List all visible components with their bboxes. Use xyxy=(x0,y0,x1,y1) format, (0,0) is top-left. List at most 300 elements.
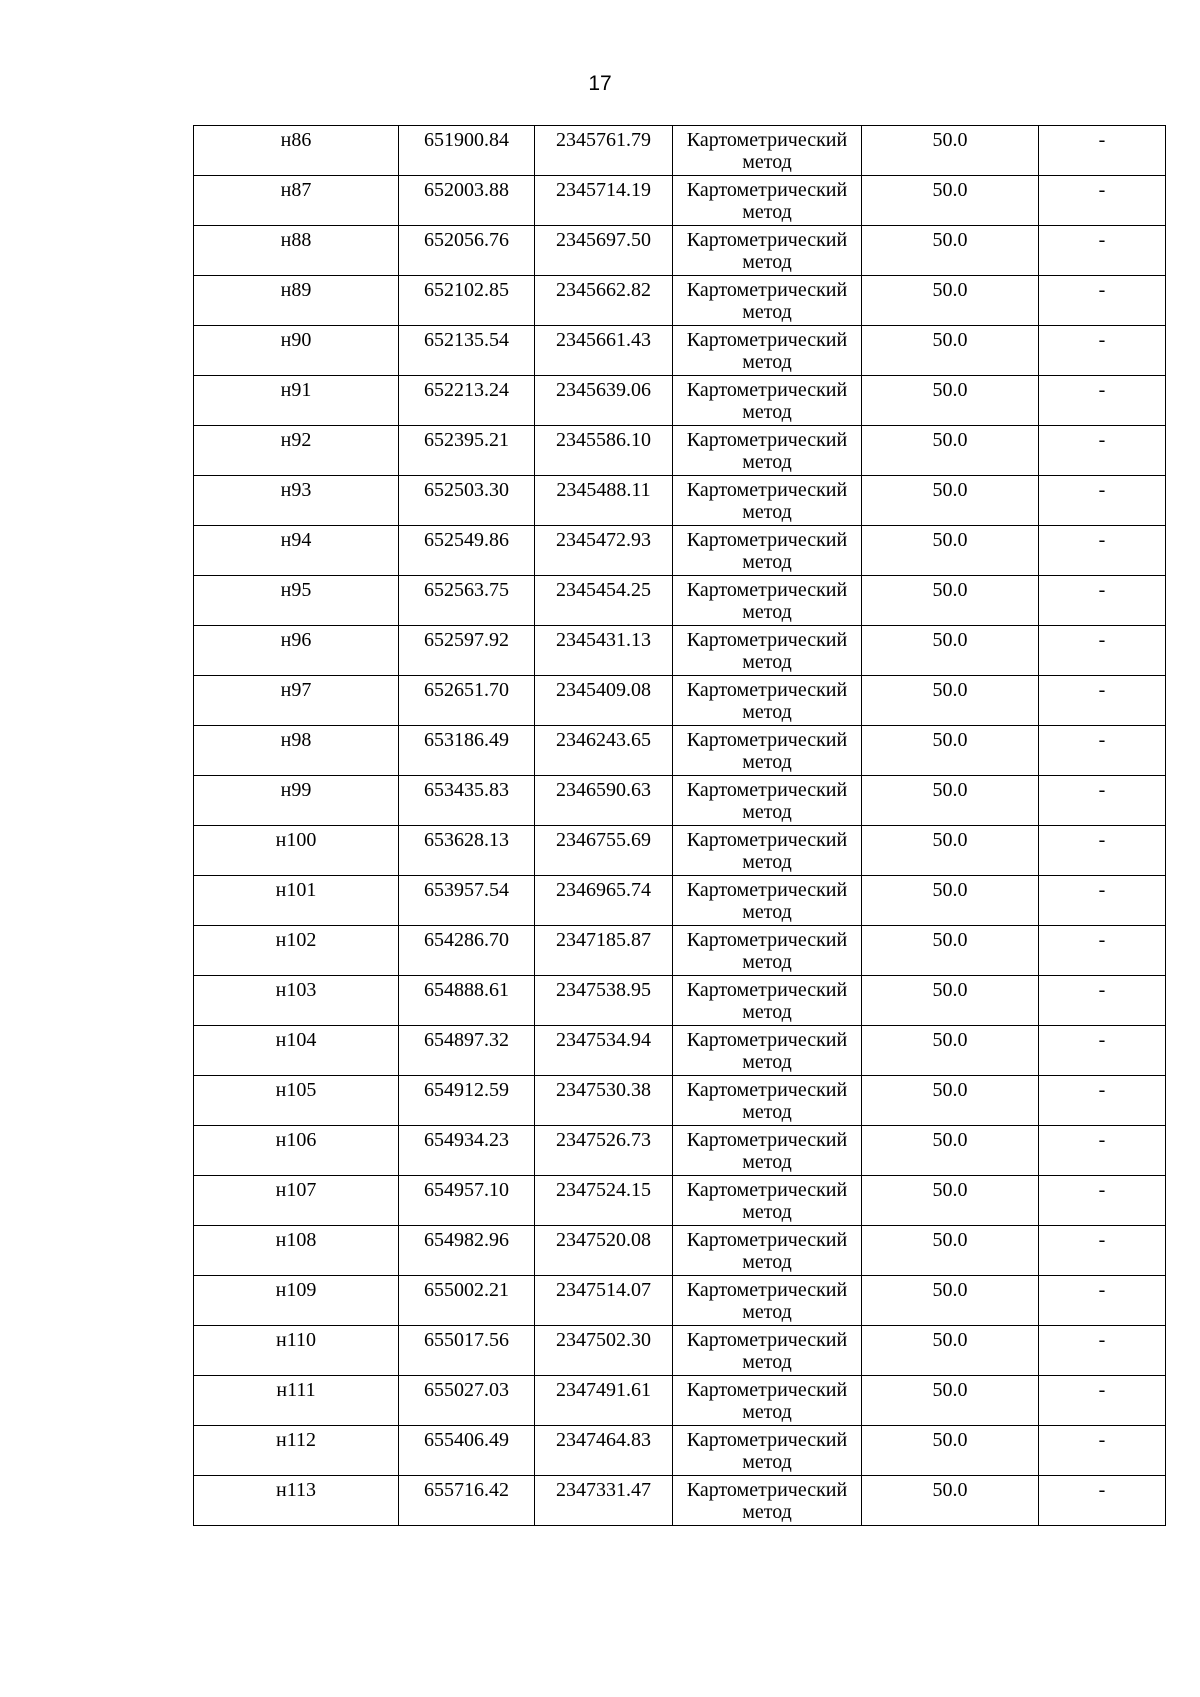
x-coordinate-cell xyxy=(399,1126,535,1176)
x-coordinate-cell-text: 652597.92 xyxy=(424,629,509,651)
method-cell xyxy=(673,476,862,526)
method-line-2: метод xyxy=(742,1101,792,1123)
accuracy-cell xyxy=(862,1176,1039,1226)
point-name-cell-text: н96 xyxy=(280,629,312,651)
x-coordinate-cell xyxy=(399,1176,535,1226)
accuracy-cell-text: 50.0 xyxy=(932,1129,968,1151)
point-name-cell xyxy=(194,176,399,226)
accuracy-cell-text: 50.0 xyxy=(932,429,968,451)
description-cell xyxy=(1039,1426,1166,1476)
x-coordinate-cell-text: 653186.49 xyxy=(424,729,509,751)
description-cell-text: - xyxy=(1098,929,1106,951)
y-coordinate-cell xyxy=(535,676,673,726)
point-name-cell xyxy=(194,876,399,926)
description-cell-text: - xyxy=(1098,679,1106,701)
method-line-2: метод xyxy=(742,1251,792,1273)
description-cell xyxy=(1039,176,1166,226)
x-coordinate-cell-text: 653957.54 xyxy=(424,879,509,901)
y-coordinate-cell xyxy=(535,876,673,926)
x-coordinate-cell-text: 652503.30 xyxy=(424,479,509,501)
method-cell xyxy=(673,276,862,326)
point-name-cell xyxy=(194,126,399,176)
accuracy-cell-text: 50.0 xyxy=(932,379,968,401)
x-coordinate-cell xyxy=(399,926,535,976)
table-row xyxy=(194,176,1166,226)
description-cell-text: - xyxy=(1098,1229,1106,1251)
table-row xyxy=(194,1026,1166,1076)
accuracy-cell xyxy=(862,1326,1039,1376)
x-coordinate-cell xyxy=(399,1276,535,1326)
description-cell-text: - xyxy=(1098,579,1106,601)
method-line-2: метод xyxy=(742,551,792,573)
table-row xyxy=(194,1276,1166,1326)
point-name-cell xyxy=(194,526,399,576)
method-cell xyxy=(673,1076,862,1126)
x-coordinate-cell-text: 652651.70 xyxy=(424,679,509,701)
point-name-cell-text: н107 xyxy=(275,1179,317,1201)
description-cell-text: - xyxy=(1098,1279,1106,1301)
description-cell xyxy=(1039,1476,1166,1526)
y-coordinate-cell-text: 2347538.95 xyxy=(556,979,651,1001)
accuracy-cell-text: 50.0 xyxy=(932,679,968,701)
method-line-1: Картометрический xyxy=(686,1029,848,1051)
point-name-cell xyxy=(194,776,399,826)
method-cell xyxy=(673,426,862,476)
description-cell-text: - xyxy=(1098,829,1106,851)
table-row xyxy=(194,976,1166,1026)
point-name-cell-text: н108 xyxy=(275,1229,317,1251)
method-cell xyxy=(673,376,862,426)
method-cell xyxy=(673,326,862,376)
method-line-1: Картометрический xyxy=(686,729,848,751)
accuracy-cell-text: 50.0 xyxy=(932,729,968,751)
method-line-2: метод xyxy=(742,1151,792,1173)
accuracy-cell xyxy=(862,776,1039,826)
method-cell xyxy=(673,1226,862,1276)
method-line-1: Картометрический xyxy=(686,929,848,951)
description-cell-text: - xyxy=(1098,129,1106,151)
table-row xyxy=(194,226,1166,276)
x-coordinate-cell-text: 652056.76 xyxy=(424,229,509,251)
table-row xyxy=(194,326,1166,376)
method-line-1: Картометрический xyxy=(686,679,848,701)
point-name-cell xyxy=(194,626,399,676)
description-cell xyxy=(1039,376,1166,426)
point-name-cell-text: н103 xyxy=(275,979,317,1001)
point-name-cell xyxy=(194,1376,399,1426)
x-coordinate-cell xyxy=(399,776,535,826)
description-cell-text: - xyxy=(1098,629,1106,651)
point-name-cell xyxy=(194,676,399,726)
point-name-cell xyxy=(194,326,399,376)
x-coordinate-cell xyxy=(399,176,535,226)
accuracy-cell xyxy=(862,876,1039,926)
y-coordinate-cell xyxy=(535,126,673,176)
description-cell xyxy=(1039,226,1166,276)
x-coordinate-cell-text: 655027.03 xyxy=(424,1379,509,1401)
method-line-2: метод xyxy=(742,401,792,423)
accuracy-cell-text: 50.0 xyxy=(932,879,968,901)
x-coordinate-cell xyxy=(399,676,535,726)
x-coordinate-cell xyxy=(399,326,535,376)
point-name-cell-text: н104 xyxy=(275,1029,317,1051)
accuracy-cell xyxy=(862,926,1039,976)
accuracy-cell-text: 50.0 xyxy=(932,479,968,501)
description-cell xyxy=(1039,1276,1166,1326)
table-row xyxy=(194,1326,1166,1376)
x-coordinate-cell-text: 652102.85 xyxy=(424,279,509,301)
method-cell xyxy=(673,126,862,176)
accuracy-cell xyxy=(862,676,1039,726)
accuracy-cell xyxy=(862,226,1039,276)
description-cell-text: - xyxy=(1098,1379,1106,1401)
description-cell xyxy=(1039,1076,1166,1126)
accuracy-cell-text: 50.0 xyxy=(932,629,968,651)
x-coordinate-cell xyxy=(399,626,535,676)
x-coordinate-cell xyxy=(399,376,535,426)
point-name-cell xyxy=(194,1226,399,1276)
method-line-1: Картометрический xyxy=(686,279,848,301)
method-line-1: Картометрический xyxy=(686,879,848,901)
method-line-1: Картометрический xyxy=(686,229,848,251)
description-cell xyxy=(1039,1376,1166,1426)
accuracy-cell xyxy=(862,526,1039,576)
point-name-cell xyxy=(194,576,399,626)
y-coordinate-cell-text: 2346590.63 xyxy=(556,779,651,801)
x-coordinate-cell xyxy=(399,1326,535,1376)
point-name-cell xyxy=(194,1076,399,1126)
y-coordinate-cell xyxy=(535,526,673,576)
description-cell-text: - xyxy=(1098,379,1106,401)
method-line-2: метод xyxy=(742,251,792,273)
point-name-cell-text: н110 xyxy=(276,1329,316,1351)
x-coordinate-cell xyxy=(399,526,535,576)
method-line-2: метод xyxy=(742,1401,792,1423)
description-cell-text: - xyxy=(1098,1129,1106,1151)
method-line-2: метод xyxy=(742,1351,792,1373)
table-row xyxy=(194,126,1166,176)
y-coordinate-cell xyxy=(535,1426,673,1476)
x-coordinate-cell xyxy=(399,226,535,276)
method-line-1: Картометрический xyxy=(686,1229,848,1251)
accuracy-cell-text: 50.0 xyxy=(932,779,968,801)
method-cell xyxy=(673,1326,862,1376)
x-coordinate-cell-text: 654982.96 xyxy=(424,1229,509,1251)
method-line-2: метод xyxy=(742,1051,792,1073)
table-row xyxy=(194,426,1166,476)
method-line-2: метод xyxy=(742,501,792,523)
coordinates-table xyxy=(193,125,1166,1526)
description-cell xyxy=(1039,1326,1166,1376)
x-coordinate-cell-text: 653435.83 xyxy=(424,779,509,801)
method-cell xyxy=(673,876,862,926)
method-line-2: метод xyxy=(742,151,792,173)
y-coordinate-cell-text: 2347185.87 xyxy=(556,929,651,951)
y-coordinate-cell-text: 2345586.10 xyxy=(556,429,651,451)
method-cell xyxy=(673,776,862,826)
x-coordinate-cell xyxy=(399,1426,535,1476)
description-cell xyxy=(1039,576,1166,626)
accuracy-cell-text: 50.0 xyxy=(932,1279,968,1301)
x-coordinate-cell xyxy=(399,726,535,776)
x-coordinate-cell-text: 651900.84 xyxy=(424,129,509,151)
x-coordinate-cell xyxy=(399,576,535,626)
method-cell xyxy=(673,1026,862,1076)
description-cell xyxy=(1039,1126,1166,1176)
description-cell xyxy=(1039,426,1166,476)
table-row xyxy=(194,626,1166,676)
point-name-cell-text: н94 xyxy=(280,529,312,551)
description-cell-text: - xyxy=(1098,429,1106,451)
y-coordinate-cell-text: 2345472.93 xyxy=(556,529,651,551)
accuracy-cell-text: 50.0 xyxy=(932,1479,968,1501)
accuracy-cell xyxy=(862,1076,1039,1126)
point-name-cell-text: н100 xyxy=(275,829,317,851)
y-coordinate-cell xyxy=(535,1176,673,1226)
description-cell xyxy=(1039,876,1166,926)
y-coordinate-cell-text: 2347524.15 xyxy=(556,1179,651,1201)
accuracy-cell xyxy=(862,1026,1039,1076)
table-row xyxy=(194,376,1166,426)
table-row xyxy=(194,926,1166,976)
accuracy-cell xyxy=(862,476,1039,526)
accuracy-cell-text: 50.0 xyxy=(932,979,968,1001)
table-row xyxy=(194,476,1166,526)
point-name-cell xyxy=(194,1476,399,1526)
y-coordinate-cell-text: 2347491.61 xyxy=(556,1379,651,1401)
y-coordinate-cell-text: 2347502.30 xyxy=(556,1329,651,1351)
point-name-cell xyxy=(194,476,399,526)
y-coordinate-cell xyxy=(535,1226,673,1276)
y-coordinate-cell-text: 2347464.83 xyxy=(556,1429,651,1451)
method-line-2: метод xyxy=(742,451,792,473)
method-line-2: метод xyxy=(742,301,792,323)
y-coordinate-cell-text: 2347514.07 xyxy=(556,1279,651,1301)
point-name-cell xyxy=(194,976,399,1026)
x-coordinate-cell-text: 655017.56 xyxy=(424,1329,509,1351)
y-coordinate-cell xyxy=(535,276,673,326)
description-cell-text: - xyxy=(1098,779,1106,801)
y-coordinate-cell xyxy=(535,976,673,1026)
accuracy-cell xyxy=(862,1376,1039,1426)
method-line-2: метод xyxy=(742,751,792,773)
x-coordinate-cell xyxy=(399,126,535,176)
y-coordinate-cell-text: 2345661.43 xyxy=(556,329,651,351)
point-name-cell-text: н106 xyxy=(275,1129,317,1151)
method-cell xyxy=(673,926,862,976)
y-coordinate-cell xyxy=(535,376,673,426)
x-coordinate-cell xyxy=(399,1476,535,1526)
method-line-2: метод xyxy=(742,1001,792,1023)
x-coordinate-cell-text: 654957.10 xyxy=(424,1179,509,1201)
accuracy-cell-text: 50.0 xyxy=(932,229,968,251)
description-cell xyxy=(1039,976,1166,1026)
y-coordinate-cell-text: 2346243.65 xyxy=(556,729,651,751)
method-line-1: Картометрический xyxy=(686,129,848,151)
y-coordinate-cell xyxy=(535,1126,673,1176)
page-number: 17 xyxy=(588,72,612,95)
table-row xyxy=(194,876,1166,926)
accuracy-cell xyxy=(862,176,1039,226)
description-cell-text: - xyxy=(1098,1079,1106,1101)
description-cell-text: - xyxy=(1098,1029,1106,1051)
y-coordinate-cell xyxy=(535,926,673,976)
y-coordinate-cell xyxy=(535,1076,673,1126)
method-cell xyxy=(673,676,862,726)
x-coordinate-cell xyxy=(399,276,535,326)
accuracy-cell xyxy=(862,976,1039,1026)
method-cell xyxy=(673,1426,862,1476)
point-name-cell xyxy=(194,1326,399,1376)
accuracy-cell-text: 50.0 xyxy=(932,1079,968,1101)
x-coordinate-cell xyxy=(399,476,535,526)
method-line-1: Картометрический xyxy=(686,529,848,551)
point-name-cell xyxy=(194,1176,399,1226)
description-cell-text: - xyxy=(1098,479,1106,501)
x-coordinate-cell-text: 654888.61 xyxy=(424,979,509,1001)
accuracy-cell xyxy=(862,1476,1039,1526)
accuracy-cell-text: 50.0 xyxy=(932,579,968,601)
accuracy-cell xyxy=(862,1126,1039,1176)
accuracy-cell xyxy=(862,1426,1039,1476)
description-cell xyxy=(1039,476,1166,526)
accuracy-cell-text: 50.0 xyxy=(932,829,968,851)
y-coordinate-cell xyxy=(535,1276,673,1326)
description-cell-text: - xyxy=(1098,1479,1106,1501)
description-cell xyxy=(1039,726,1166,776)
point-name-cell-text: н86 xyxy=(280,129,312,151)
description-cell-text: - xyxy=(1098,1429,1106,1451)
method-line-1: Картометрический xyxy=(686,1179,848,1201)
x-coordinate-cell xyxy=(399,1076,535,1126)
description-cell xyxy=(1039,1176,1166,1226)
table-row xyxy=(194,526,1166,576)
method-cell xyxy=(673,1476,862,1526)
point-name-cell-text: н89 xyxy=(280,279,312,301)
y-coordinate-cell-text: 2345488.11 xyxy=(556,479,651,501)
y-coordinate-cell xyxy=(535,1376,673,1426)
x-coordinate-cell xyxy=(399,1026,535,1076)
x-coordinate-cell-text: 654286.70 xyxy=(424,929,509,951)
method-line-1: Картометрический xyxy=(686,479,848,501)
x-coordinate-cell xyxy=(399,876,535,926)
method-line-1: Картометрический xyxy=(686,429,848,451)
y-coordinate-cell xyxy=(535,476,673,526)
description-cell xyxy=(1039,526,1166,576)
table-row xyxy=(194,676,1166,726)
x-coordinate-cell-text: 652003.88 xyxy=(424,179,509,201)
x-coordinate-cell xyxy=(399,1226,535,1276)
method-cell xyxy=(673,626,862,676)
table-row xyxy=(194,1476,1166,1526)
x-coordinate-cell xyxy=(399,1376,535,1426)
y-coordinate-cell xyxy=(535,776,673,826)
method-line-1: Картометрический xyxy=(686,179,848,201)
method-line-1: Картометрический xyxy=(686,779,848,801)
method-cell xyxy=(673,1376,862,1426)
method-line-1: Картометрический xyxy=(686,329,848,351)
method-cell xyxy=(673,1126,862,1176)
x-coordinate-cell-text: 652549.86 xyxy=(424,529,509,551)
description-cell xyxy=(1039,1026,1166,1076)
method-line-1: Картометрический xyxy=(686,1129,848,1151)
table-row xyxy=(194,276,1166,326)
y-coordinate-cell xyxy=(535,426,673,476)
accuracy-cell-text: 50.0 xyxy=(932,179,968,201)
accuracy-cell xyxy=(862,626,1039,676)
point-name-cell-text: н97 xyxy=(280,679,312,701)
description-cell-text: - xyxy=(1098,229,1106,251)
point-name-cell-text: н93 xyxy=(280,479,312,501)
table-row xyxy=(194,1426,1166,1476)
x-coordinate-cell xyxy=(399,826,535,876)
x-coordinate-cell-text: 652213.24 xyxy=(424,379,509,401)
x-coordinate-cell-text: 655002.21 xyxy=(424,1279,509,1301)
method-line-2: метод xyxy=(742,1301,792,1323)
method-cell xyxy=(673,1176,862,1226)
accuracy-cell-text: 50.0 xyxy=(932,129,968,151)
x-coordinate-cell-text: 655716.42 xyxy=(424,1479,509,1501)
description-cell-text: - xyxy=(1098,979,1106,1001)
point-name-cell-text: н90 xyxy=(280,329,312,351)
method-line-2: метод xyxy=(742,601,792,623)
y-coordinate-cell xyxy=(535,626,673,676)
method-line-2: метод xyxy=(742,1201,792,1223)
description-cell xyxy=(1039,326,1166,376)
method-line-1: Картометрический xyxy=(686,1429,848,1451)
description-cell-text: - xyxy=(1098,279,1106,301)
method-line-1: Картометрический xyxy=(686,579,848,601)
method-line-1: Картометрический xyxy=(686,979,848,1001)
accuracy-cell-text: 50.0 xyxy=(932,529,968,551)
y-coordinate-cell-text: 2347520.08 xyxy=(556,1229,651,1251)
accuracy-cell-text: 50.0 xyxy=(932,1429,968,1451)
x-coordinate-cell-text: 653628.13 xyxy=(424,829,509,851)
method-cell xyxy=(673,976,862,1026)
accuracy-cell-text: 50.0 xyxy=(932,329,968,351)
y-coordinate-cell-text: 2345409.08 xyxy=(556,679,651,701)
x-coordinate-cell-text: 655406.49 xyxy=(424,1429,509,1451)
method-line-1: Картометрический xyxy=(686,629,848,651)
method-line-2: метод xyxy=(742,801,792,823)
method-line-1: Картометрический xyxy=(686,1279,848,1301)
point-name-cell xyxy=(194,1426,399,1476)
y-coordinate-cell-text: 2347331.47 xyxy=(556,1479,651,1501)
point-name-cell xyxy=(194,1026,399,1076)
x-coordinate-cell-text: 652395.21 xyxy=(424,429,509,451)
method-cell xyxy=(673,526,862,576)
point-name-cell-text: н95 xyxy=(280,579,312,601)
accuracy-cell xyxy=(862,726,1039,776)
description-cell xyxy=(1039,926,1166,976)
y-coordinate-cell xyxy=(535,176,673,226)
table-row xyxy=(194,1126,1166,1176)
point-name-cell-text: н99 xyxy=(280,779,312,801)
point-name-cell-text: н105 xyxy=(275,1079,317,1101)
table-row xyxy=(194,1376,1166,1426)
accuracy-cell xyxy=(862,1226,1039,1276)
point-name-cell-text: н111 xyxy=(276,1379,316,1401)
description-cell-text: - xyxy=(1098,879,1106,901)
x-coordinate-cell xyxy=(399,976,535,1026)
method-line-1: Картометрический xyxy=(686,1479,848,1501)
accuracy-cell-text: 50.0 xyxy=(932,279,968,301)
table-row xyxy=(194,576,1166,626)
point-name-cell-text: н101 xyxy=(275,879,317,901)
x-coordinate-cell xyxy=(399,426,535,476)
description-cell-text: - xyxy=(1098,1179,1106,1201)
point-name-cell xyxy=(194,376,399,426)
